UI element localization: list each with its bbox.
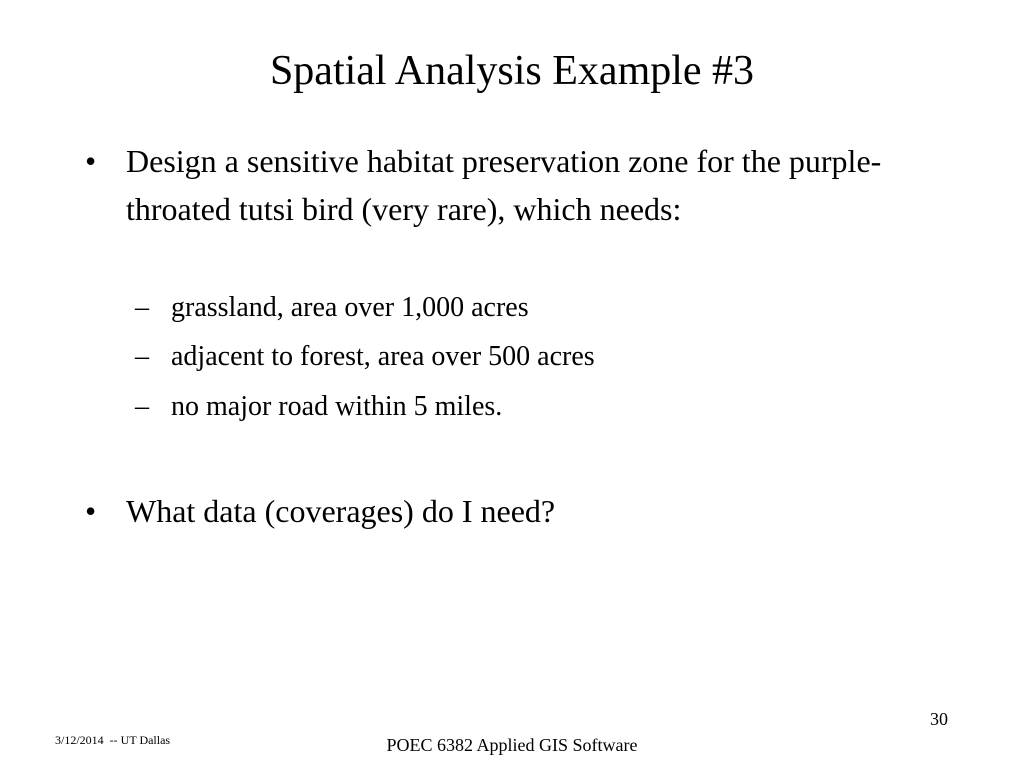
footer-course-title: POEC 6382 Applied GIS Software [386, 735, 638, 755]
bullet-marker: • [85, 143, 97, 179]
page-number: 30 [930, 709, 948, 729]
bullet-marker: • [85, 493, 97, 529]
sub-bullet-text: grassland, area over 1,000 acres [171, 292, 529, 323]
sub-bullet-text: adjacent to forest, area over 500 acres [171, 341, 595, 372]
slide-title: Spatial Analysis Example #3 [269, 48, 755, 94]
footer-date: 3/12/2014 -- UT Dallas [55, 733, 171, 747]
bullet-text: What data (coverages) do I need? [126, 493, 556, 529]
sub-bullet-text: no major road within 5 miles. [171, 391, 503, 422]
sub-bullet-marker: – [135, 391, 149, 422]
bullet-text: Design a sensitive habitat preservation zone for the purple-throated tutsi bird (very rare), which needs: [126, 143, 882, 227]
sub-bullet-marker: – [135, 292, 149, 323]
sub-bullet-marker: – [135, 341, 149, 372]
